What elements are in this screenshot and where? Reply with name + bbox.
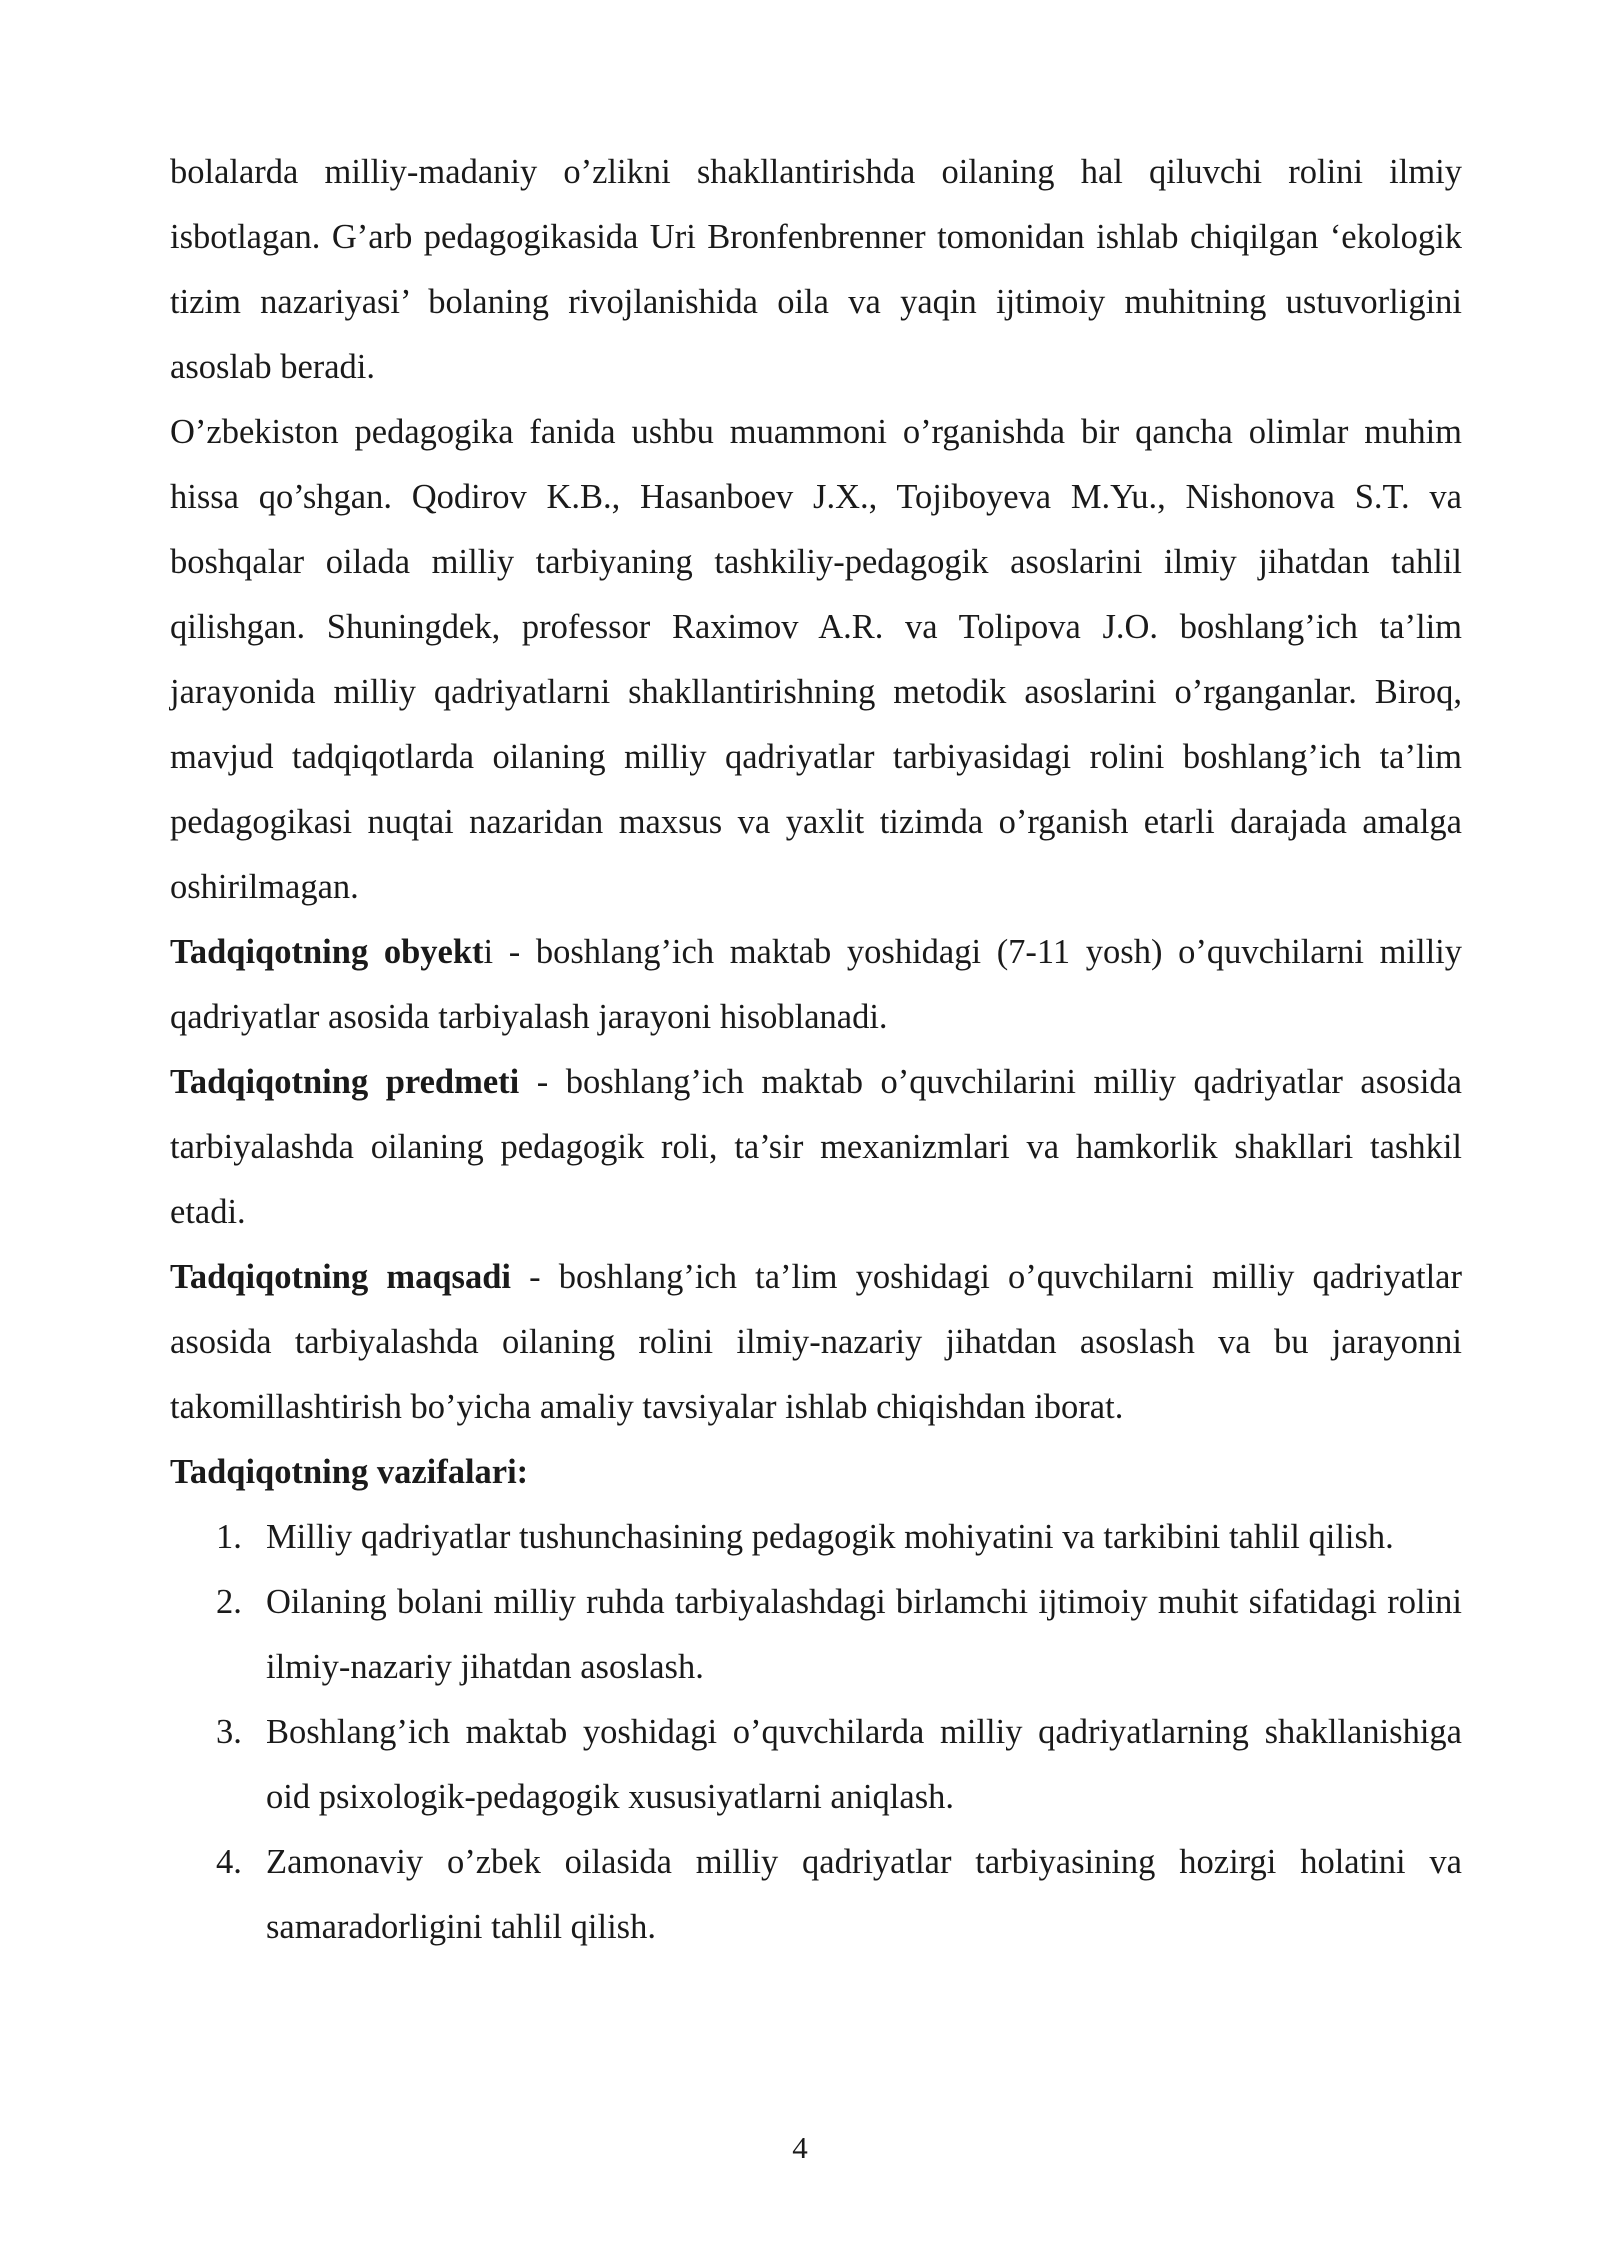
tasks-heading: Tadqiqotning vazifalari: — [170, 1453, 529, 1491]
task-text: Oilaning bolani milliy ruhda tarbiyalashdagi birlamchi ijtimoiy muhit sifatidagi rolini ilmiy-nazariy jihatdan asoslash. — [266, 1583, 1462, 1686]
research-goal-label: Tadqiqotning maqsadi — [170, 1258, 511, 1296]
tasks-list — [170, 1505, 1462, 1960]
document-page — [170, 140, 1462, 1960]
research-goal-text: - boshlang’ich ta’lim yoshidagi o’quvchilarni milliy qadriyatlar asosida tarbiyalashda oilaning rolini ilmiy-nazariy jihatdan asoslash va bu jarayonni takomillashtirish bo’yicha amaliy tavsiyalar ishlab chiqishdan iborat. — [170, 1258, 1462, 1426]
task-text: Zamonaviy o’zbek oilasida milliy qadriyatlar tarbiyasining hozirgi holatini va samaradorligini tahlil qilish. — [266, 1843, 1462, 1946]
page-number: 4 — [792, 2130, 808, 2165]
paragraph-research-subject — [170, 1050, 1462, 1245]
task-number: 3. — [216, 1713, 242, 1751]
task-text: Boshlang’ich maktab yoshidagi o’quvchilarda milliy qadriyatlarning shakllanishiga oid psixologik-pedagogik xususiyatlarni aniqlash. — [266, 1713, 1462, 1816]
task-item — [170, 1570, 1462, 1700]
task-number: 1. — [216, 1518, 242, 1556]
paragraph-research-goal — [170, 1245, 1462, 1440]
task-number: 4. — [216, 1843, 242, 1881]
task-number: 2. — [216, 1583, 242, 1621]
research-object-text: i - boshlang’ich maktab yoshidagi (7-11 yosh) o’quvchilarni milliy qadriyatlar asosida tarbiyalash jarayoni hisoblanadi. — [170, 933, 1462, 1036]
task-item — [170, 1700, 1462, 1830]
task-item — [170, 1505, 1462, 1570]
paragraph-research-object — [170, 920, 1462, 1050]
research-subject-text: - boshlang’ich maktab o’quvchilarini milliy qadriyatlar asosida tarbiyalashda oilaning pedagogik roli, ta’sir mexanizmlari va hamkorlik shakllari tashkil etadi. — [170, 1063, 1462, 1231]
paragraph-intro: bolalarda milliy-madaniy o’zlikni shakllantirishda oilaning hal qiluvchi rolini ilmiy isbotlagan. G’arb pedagogikasida Uri Bronfenbrenner tomonidan ishlab chiqilgan ‘ekologik tizim nazariyasi’ bolaning rivojlanishida oila va yaqin ijtimoiy muhitning ustuvorligini asoslab beradi. — [170, 153, 1462, 386]
task-text: Milliy qadriyatlar tushunchasining pedagogik mohiyatini va tarkibini tahlil qilish. — [266, 1518, 1394, 1556]
paragraph-uzbek-scholars: O’zbekiston pedagogika fanida ushbu muammoni o’rganishda bir qancha olimlar muhim hissa qo’shgan. Qodirov K.B., Hasanboev J.X., Tojiboyeva M.Yu., Nishonova S.T. va boshqalar oilada milliy tarbiyaning tashkiliy-pedagogik asoslarini ilmiy jihatdan tahlil qilishgan. Shuningdek, professor Raximov A.R. va Tolipova J.O. boshlang’ich ta’lim jarayonida milliy qadriyatlarni shakllantirishning metodik asoslarini o’rganganlar. Biroq, mavjud tadqiqotlarda oilaning milliy qadriyatlar tarbiyasidagi rolini boshlang’ich ta’lim pedagogikasi nuqtai nazaridan maxsus va yaxlit tizimda o’rganish etarli darajada amalga oshirilmagan. — [170, 413, 1462, 906]
research-object-label: Tadqiqotning obyekt — [170, 933, 484, 971]
task-item — [170, 1830, 1462, 1960]
research-subject-label: Tadqiqotning predmeti — [170, 1063, 520, 1101]
